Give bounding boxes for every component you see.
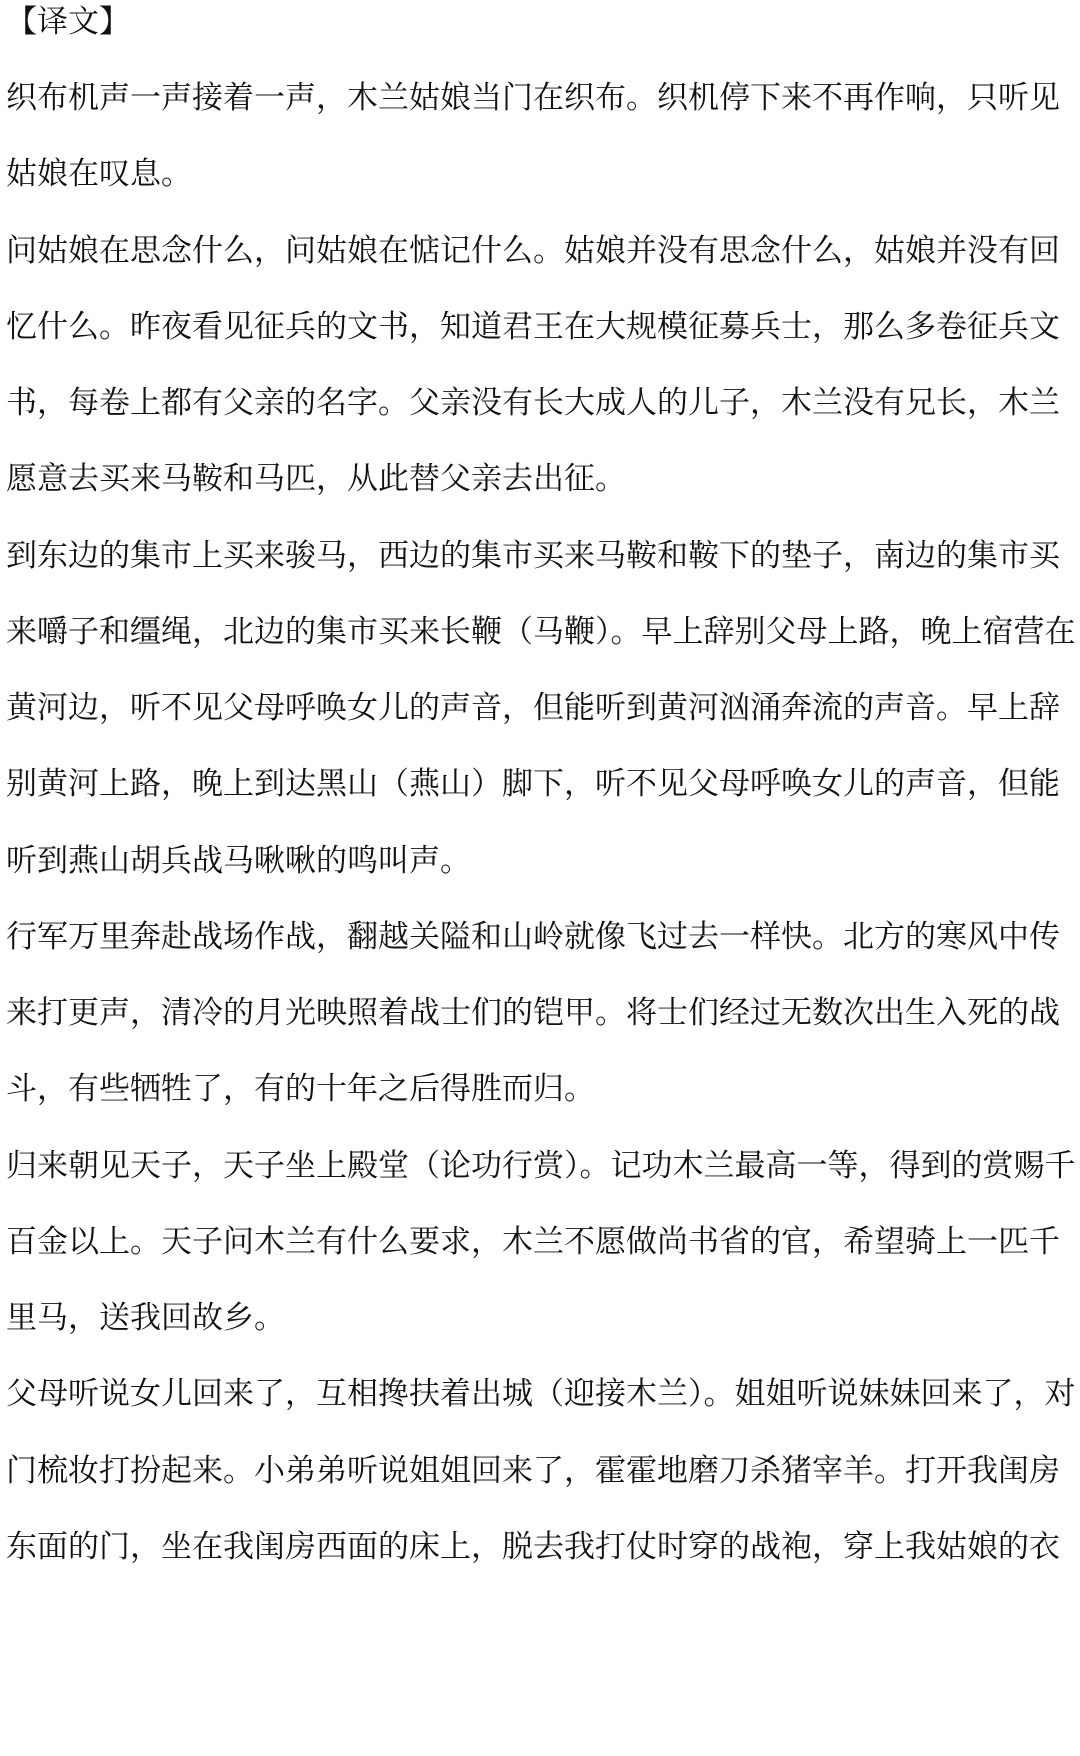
text-line: 归来朝见天子，天子坐上殿堂（论功行赏）。记功木兰最高一等，得到的赏赐千: [6, 1148, 1076, 1184]
text-line: 听到燕山胡兵战马啾啾的鸣叫声。: [6, 843, 471, 879]
text-line: 黄河边，听不见父母呼唤女儿的声音，但能听到黄河汹涌奔流的声音。早上辞: [6, 690, 1060, 726]
text-line: 父母听说女儿回来了，互相搀扶着出城（迎接木兰）。姐姐听说妹妹回来了，对: [6, 1376, 1076, 1412]
text-line: 来打更声，清冷的月光映照着战士们的铠甲。将士们经过无数次出生入死的战: [6, 995, 1060, 1031]
text-line: 来嚼子和缰绳，北边的集市买来长鞭（马鞭）。早上辞别父母上路，晚上宿营在: [6, 614, 1076, 650]
text-line: 百金以上。天子问木兰有什么要求，木兰不愿做尚书省的官，希望骑上一匹千: [6, 1224, 1060, 1260]
text-line: 织布机声一声接着一声，木兰姑娘当门在织布。织机停下来不再作响，只听见: [6, 80, 1060, 116]
text-line: 愿意去买来马鞍和马匹，从此替父亲去出征。: [6, 461, 626, 497]
text-line: 忆什么。昨夜看见征兵的文书，知道君王在大规模征募兵士，那么多卷征兵文: [6, 309, 1060, 345]
text-line: 别黄河上路，晚上到达黑山（燕山）脚下，听不见父母呼唤女儿的声音，但能: [6, 766, 1060, 802]
text-line: 东面的门，坐在我闺房西面的床上，脱去我打仗时穿的战袍，穿上我姑娘的衣: [6, 1529, 1060, 1565]
text-line: 到东边的集市上买来骏马，西边的集市买来马鞍和鞍下的垫子，南边的集市买: [6, 538, 1060, 574]
section-heading: 【译文】: [6, 4, 130, 40]
text-line: 姑娘在叹息。: [6, 156, 192, 192]
text-line: 斗，有些牺牲了，有的十年之后得胜而归。: [6, 1071, 595, 1107]
text-line: 书，每卷上都有父亲的名字。父亲没有长大成人的儿子，木兰没有兄长，木兰: [6, 385, 1060, 421]
text-line: 里马，送我回故乡。: [6, 1300, 285, 1336]
text-line: 行军万里奔赴战场作战，翻越关隘和山岭就像飞过去一样快。北方的寒风中传: [6, 919, 1060, 955]
text-line: 门梳妆打扮起来。小弟弟听说姐姐回来了，霍霍地磨刀杀猪宰羊。打开我闺房: [6, 1453, 1060, 1489]
text-line: 问姑娘在思念什么，问姑娘在惦记什么。姑娘并没有思念什么，姑娘并没有回: [6, 233, 1060, 269]
